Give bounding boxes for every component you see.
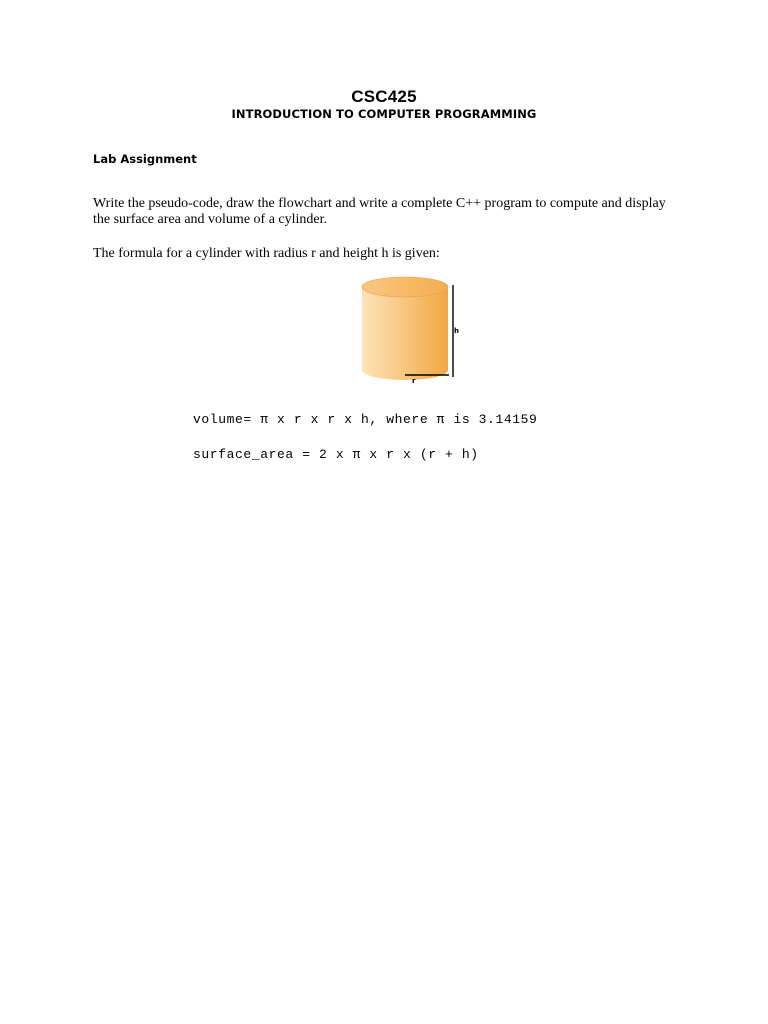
volume-formula: volume= π x r x r x h, where π is 3.14159 — [193, 412, 538, 427]
surface-area-formula: surface_area = 2 x π x r x (r + h) — [193, 447, 479, 462]
cylinder-shape — [362, 277, 448, 380]
cylinder-figure — [355, 274, 475, 390]
height-label: h — [454, 327, 459, 335]
formula-intro-paragraph: The formula for a cylinder with radius r and height h is given: — [93, 246, 440, 261]
course-title: INTRODUCTION TO COMPUTER PROGRAMMING — [231, 107, 537, 121]
section-heading: Lab Assignment — [93, 152, 197, 166]
course-code: CSC425 — [351, 87, 417, 106]
instructions-paragraph: Write the pseudo-code, draw the flowchart and write a complete C++ program to compute and display the surface area and volume of a cylinder. — [93, 196, 666, 227]
radius-label: r — [412, 377, 416, 385]
